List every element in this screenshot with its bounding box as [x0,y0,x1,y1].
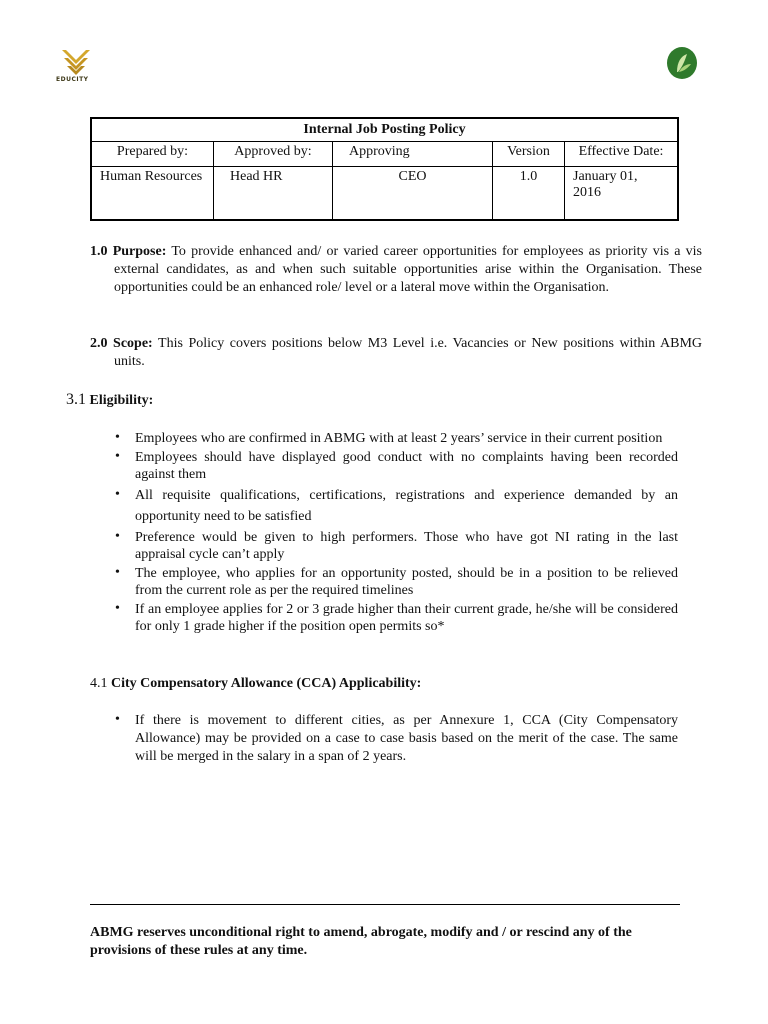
list-item: • If there is movement to different cities, as per Annexure 1, CCA (City Compensatory Allowance) may be provided on a case to case basis based on the merit of the case. The same will be merged in the salary in a span of 2 years. [115,712,678,764]
purpose-section [90,243,702,297]
purpose-text: To provide enhanced and/ or varied career opportunities for employees as priority vis a vis external candidates, as and when such suitable opportunities arise within the Organisation. These opportunities could be an enhanced role/ level or a lateral move within the Organisation. [114,244,702,295]
value-approving: CEO [333,167,493,221]
bullet-icon: • [115,601,120,616]
list-item: • Employees who are confirmed in ABMG with at least 2 years’ service in their current position [115,430,663,446]
scope-section [90,335,702,371]
bullet-icon: • [115,430,120,445]
value-approved-by: Head HR [214,167,333,221]
header-approved-by: Approved by: [214,142,333,167]
bullet-icon: • [115,487,120,502]
scope-heading: 2.0 Scope: [90,336,153,351]
footer-note: ABMG reserves unconditional right to amend, abrogate, modify and / or rescind any of the provisions of these rules at any time. [90,925,632,958]
header-effective-date: Effective Date: [565,142,679,167]
eligibility-number: 3.1 [66,391,86,408]
value-effective-date: January 01, 2016 [565,167,679,221]
eligibility-list [113,430,678,637]
header-approving: Approving [333,142,493,167]
cca-title: City Compensatory Allowance (CCA) Applicability: [111,676,422,691]
list-item: • Preference would be given to high performers. Those who have got NI rating in the last appraisal cycle can’t apply [115,529,678,562]
bullet-icon: • [115,712,120,727]
list-item: • Employees should have displayed good conduct with no complaints having been recorded against them [115,449,678,482]
value-prepared-by: Human Resources [91,167,214,221]
value-version: 1.0 [493,167,565,221]
purpose-heading: 1.0 Purpose: [90,244,167,259]
leaf-emblem-icon [666,46,698,80]
list-item: • The employee, who applies for an opportunity posted, should be in a position to be relieved from the current role as per the required timelines [115,565,678,598]
logo-text: EDUCITY [56,76,89,83]
scope-text: This Policy covers positions below M3 Level i.e. Vacancies or New positions within ABMG units. [114,336,703,369]
list-item: • All requisite qualifications, certifications, registrations and experience demanded by an opportunity need to be satisfied [113,485,678,527]
policy-info-table [90,117,679,221]
bullet-icon: • [115,565,120,580]
cca-number: 4.1 [90,676,108,691]
list-item: • If an employee applies for 2 or 3 grade higher than their current grade, he/she will be considered for only 1 grade higher if the position open permits so* [115,601,678,634]
cca-list [113,712,678,768]
eligibility-title: Eligibility: [89,393,154,408]
cca-heading [90,676,421,692]
header-version: Version [493,142,565,167]
eligibility-heading [66,391,153,409]
bullet-icon: • [115,529,120,544]
table-title: Internal Job Posting Policy [91,118,678,142]
footer-divider [90,904,680,905]
bullet-icon: • [115,449,120,464]
header-prepared-by: Prepared by: [91,142,214,167]
